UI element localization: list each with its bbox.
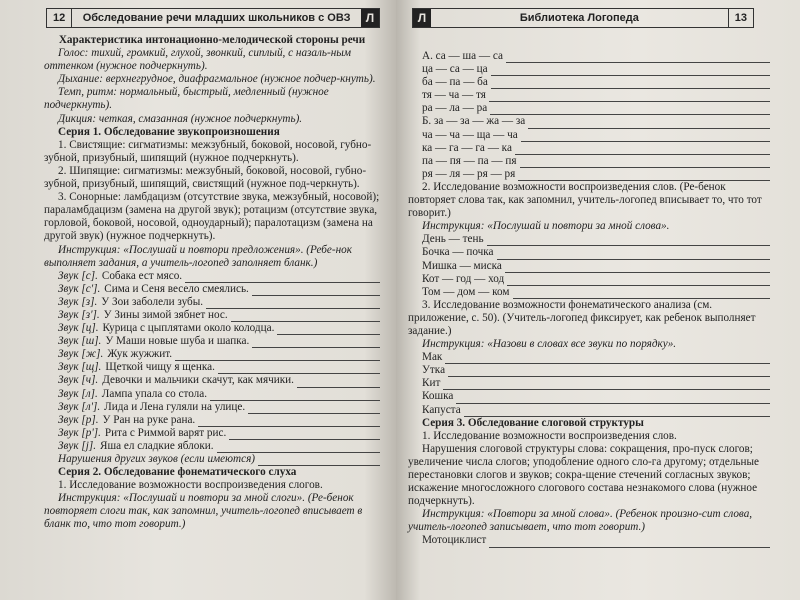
sound-label: Звук [л]. xyxy=(58,387,98,400)
answer-line[interactable] xyxy=(491,78,770,89)
syllable-set: А. са — ша — са xyxy=(422,50,503,62)
instruction-2: Инструкция: «Послушай и повтори за мной слоги». (Ре-бенок повторяет слоги так, как запомнил, учитель-логопед вписывает в бланк то, что тот говорит.) xyxy=(44,492,363,531)
item-3: 3. Исследование возможности фонематического анализа (см. приложение, с. 50). (Учитель-логопед фиксирует, как ребенок выполняет задание.) xyxy=(408,298,756,337)
answer-line[interactable] xyxy=(175,350,380,361)
sound-sentence: У Ран на руке рана. xyxy=(102,413,196,426)
item-3: 3. Сонорные: ламбдацизм (отсутствие звука, межзубный, носовой); параламбдацизм (замена на другой звук); ротацизм (отсутствие звука, горловой, боковой, носовой, одноударный); паралотацизм (замена на другой звук) (нужное подчеркнуть). xyxy=(44,191,380,243)
answer-line[interactable] xyxy=(518,170,770,181)
sound-row xyxy=(44,361,380,374)
sound-label: Звук [л']. xyxy=(58,400,101,413)
syllable-row xyxy=(408,50,770,63)
instruction-words: Инструкция: «Послушай и повтори за мной слова». xyxy=(422,220,670,233)
sound-sentence: Жук жужжит. xyxy=(107,348,173,361)
answer-line[interactable] xyxy=(489,91,770,102)
sound-label: Звук [р]. xyxy=(58,413,99,426)
answer-line[interactable] xyxy=(252,337,380,348)
right-page xyxy=(396,0,800,600)
word-pair: Том — дом — ком xyxy=(422,285,510,298)
answer-line[interactable] xyxy=(464,406,770,417)
sound-label: Звук [з]. xyxy=(58,295,98,308)
syllable-row xyxy=(408,155,770,168)
sound-list xyxy=(44,270,380,453)
answer-line[interactable] xyxy=(229,429,380,440)
syllable-set: тя — ча — тя xyxy=(422,89,486,102)
answer-line[interactable] xyxy=(198,416,380,427)
left-page xyxy=(0,0,396,600)
sound-sentence: Лампа упала со стола. xyxy=(101,387,208,400)
syllable-set: Б. за — за — жа — за xyxy=(422,115,526,128)
breathing-line: Дыхание: верхнегрудное, диафрагмальное (нужное подчер-кнуть). xyxy=(58,73,376,86)
section-title: Характеристика интонационно-мелодической стороны речи xyxy=(58,34,366,46)
answer-line[interactable] xyxy=(277,324,380,335)
sound-label: Звук [ч]. xyxy=(58,374,99,387)
logo-icon: Л xyxy=(413,9,431,27)
answer-line[interactable] xyxy=(507,275,770,286)
syllable-list xyxy=(408,50,770,181)
last-word-row xyxy=(408,534,770,547)
answer-line[interactable] xyxy=(513,288,771,299)
sound-row xyxy=(44,335,380,348)
diction-line: Дикция: четкая, смазанная (нужное подчеркнуть). xyxy=(58,112,303,125)
syllable-row xyxy=(408,115,770,128)
answer-line[interactable] xyxy=(448,366,770,377)
syllable-set: ра — ла — ра xyxy=(422,102,488,115)
tempo-line: Темп, ритм: нормальный, быстрый, медленный (нужное подчеркнуть). xyxy=(44,86,329,112)
answer-line[interactable] xyxy=(520,157,770,168)
answer-line[interactable] xyxy=(521,131,770,142)
sound-sentence: Девочки и мальчики скачут, как мячики. xyxy=(102,374,294,387)
sound-label: Звук [с]. xyxy=(58,269,98,282)
series1-title: Серия 1. Обследование звукопроизношения xyxy=(58,125,280,138)
syllable-row xyxy=(408,76,770,89)
sound-sentence: Яша ел сладкие яблоки. xyxy=(100,439,214,452)
sound-label: Звук [ш]. xyxy=(58,335,102,348)
header-title: Обследование речи младших школьников с ОВЗ xyxy=(82,12,351,24)
sound-row xyxy=(44,348,380,361)
answer-line[interactable] xyxy=(515,144,770,155)
sound-row xyxy=(44,388,380,401)
sound-sentence: Курица с цыплятами около колодца. xyxy=(102,322,275,335)
instruction-series3: Инструкция: «Повтори за мной слова». (Ребенок произно-сит слова, учитель-логопед записывает, что тот говорит.) xyxy=(408,508,753,534)
voice-line: Голос: тихий, громкий, глухой, звонкий, сиплый, с назаль-ным оттенком (нужное подчеркнуть). xyxy=(44,47,351,73)
sound-row xyxy=(44,401,380,414)
analysis-row xyxy=(408,364,770,377)
answer-line[interactable] xyxy=(206,298,380,309)
word-row xyxy=(408,273,770,286)
right-page-content xyxy=(408,50,770,548)
series3-title: Серия 3. Обследование слоговой структуры xyxy=(422,416,644,429)
sound-row xyxy=(44,440,380,453)
word-pair: Бочка — почка xyxy=(422,246,494,259)
syllable-row xyxy=(408,89,770,102)
sound-row xyxy=(44,309,380,322)
answer-line[interactable] xyxy=(217,442,380,453)
sound-row xyxy=(44,296,380,309)
item-2: 2. Исследование возможности воспроизведения слов. (Ре-бенок повторяет слова так, как запомнил, учитель-логопед вписывает то, что тот говорит.) xyxy=(408,180,762,220)
analysis-list xyxy=(408,351,770,416)
sound-label: Звук [з']. xyxy=(58,308,100,321)
syllable-set: ча — ча — ща — ча xyxy=(422,128,518,141)
sound-sentence: Собака ест мясо. xyxy=(101,269,183,282)
answer-line[interactable] xyxy=(505,262,770,273)
sound-row xyxy=(44,427,380,440)
answer-line[interactable] xyxy=(185,272,380,283)
word-pair: День — тень xyxy=(422,233,484,246)
instruction-analysis: Инструкция: «Назови в словах все звуки по порядку». xyxy=(422,338,677,351)
last-word: Мотоциклист xyxy=(422,534,487,547)
word-pair: Кот — год — ход xyxy=(422,272,505,285)
analysis-row xyxy=(408,377,770,390)
sound-row xyxy=(44,374,380,387)
answer-line[interactable] xyxy=(489,537,770,548)
sound-sentence: У Зои заболели зубы. xyxy=(101,295,204,308)
answer-line[interactable] xyxy=(445,353,770,364)
syllable-row xyxy=(408,102,770,115)
series2-title: Серия 2. Обследование фонематического слуха xyxy=(58,466,297,479)
item-1: 1. Свистящие: сигматизмы: межзубный, боковой, носовой, губно-зубной, призубный, шипящий (нужное подчеркнуть). xyxy=(44,138,372,164)
answer-line[interactable] xyxy=(210,390,380,401)
page-number: 12 xyxy=(47,9,72,27)
answer-line[interactable] xyxy=(297,377,380,388)
header-title: Библиотека Логопеда xyxy=(519,12,639,24)
sound-sentence: Щеткой чищу я щенка. xyxy=(105,361,215,374)
answer-line[interactable] xyxy=(528,118,770,129)
sound-sentence: У Зины зимой зябнет нос. xyxy=(103,308,228,321)
word-pair: Мишка — миска xyxy=(422,259,502,272)
syllable-row xyxy=(408,129,770,142)
analysis-word: Капуста xyxy=(422,403,461,416)
series2-item-1: 1. Исследование возможности воспроизведения слогов. xyxy=(58,479,323,492)
syllable-set: ка — га — га — ка xyxy=(422,141,512,154)
logo-icon: Л xyxy=(361,9,379,27)
violations-text: Нарушения слоговой структуры слова: сокращения, про-пуск слогов; увеличение числа слогов; уподобление одного сло-га другому; отдельные перестановки слогов и звуков; сокра-щение стечений согласных звуков; искажение многосложного слогового состава незнакомого слова (нужное подчеркнуть). xyxy=(408,442,759,508)
syllable-set: па — пя — па — пя xyxy=(422,154,517,167)
right-page-header xyxy=(412,8,754,28)
analysis-row xyxy=(408,351,770,364)
sound-label: Звук [р']. xyxy=(58,426,101,439)
series3-item-1: 1. Исследование возможности воспроизведения слов. xyxy=(422,429,677,442)
syllable-row xyxy=(408,168,770,181)
instruction-1: Инструкция: «Послушай и повтори предложения». (Ребе-нок выполняет задания, а учитель-логопед заполняет бланк.) xyxy=(44,243,352,269)
item-2: 2. Шипящие: сигматизмы: межзубный, боковой, носовой, губно-зубной, призубный, шипящий, свистящий (нужное под-черкнуть). xyxy=(44,164,367,191)
sound-label: Звук [ж]. xyxy=(58,348,104,361)
syllable-row xyxy=(408,142,770,155)
sound-label: Звук [с']. xyxy=(58,282,101,295)
analysis-word: Мак xyxy=(422,351,443,364)
sound-row xyxy=(44,322,380,335)
sound-label: Звук [щ]. xyxy=(58,361,102,374)
left-page-content xyxy=(44,34,380,532)
word-row xyxy=(408,246,770,259)
sound-sentence: Сима и Сеня весело смеялись. xyxy=(104,282,249,295)
analysis-word: Кит xyxy=(422,377,441,390)
answer-line[interactable] xyxy=(248,403,380,414)
answer-line[interactable] xyxy=(443,379,770,390)
sound-row xyxy=(44,414,380,427)
sound-sentence: Лида и Лена гуляли на улице. xyxy=(104,400,246,413)
sound-row xyxy=(44,270,380,283)
answer-line[interactable] xyxy=(497,249,770,260)
answer-line[interactable] xyxy=(490,104,770,115)
answer-line[interactable] xyxy=(218,363,380,374)
sound-sentence: У Маши новые шуба и шапка. xyxy=(105,335,250,348)
analysis-word: Кошка xyxy=(422,390,454,403)
sound-label: Звук [j]. xyxy=(58,439,97,452)
analysis-row xyxy=(408,404,770,417)
syllable-set: ба — па — ба xyxy=(422,76,488,89)
answer-line[interactable] xyxy=(258,455,380,466)
word-row xyxy=(408,286,770,299)
syllable-set: ца — са — ца xyxy=(422,63,488,76)
syllable-set: ря — ля — ря — ря xyxy=(422,167,516,180)
sound-row xyxy=(44,283,380,296)
answer-line[interactable] xyxy=(506,52,770,63)
answer-line[interactable] xyxy=(456,393,770,404)
word-row xyxy=(408,260,770,273)
answer-line[interactable] xyxy=(252,285,380,296)
answer-line[interactable] xyxy=(231,311,380,322)
page-number: 13 xyxy=(728,9,753,27)
other-sounds-row xyxy=(44,453,380,466)
answer-line[interactable] xyxy=(487,235,770,246)
other-sounds-label: Нарушения других звуков (если имеются) xyxy=(58,453,256,465)
answer-line[interactable] xyxy=(491,65,770,76)
syllable-row xyxy=(408,63,770,76)
sound-sentence: Рита с Риммой варят рис. xyxy=(104,426,227,439)
word-list xyxy=(408,233,770,298)
analysis-row xyxy=(408,390,770,403)
left-page-header xyxy=(46,8,380,28)
analysis-word: Утка xyxy=(422,364,446,377)
word-row xyxy=(408,233,770,246)
sound-label: Звук [ц]. xyxy=(58,322,99,335)
